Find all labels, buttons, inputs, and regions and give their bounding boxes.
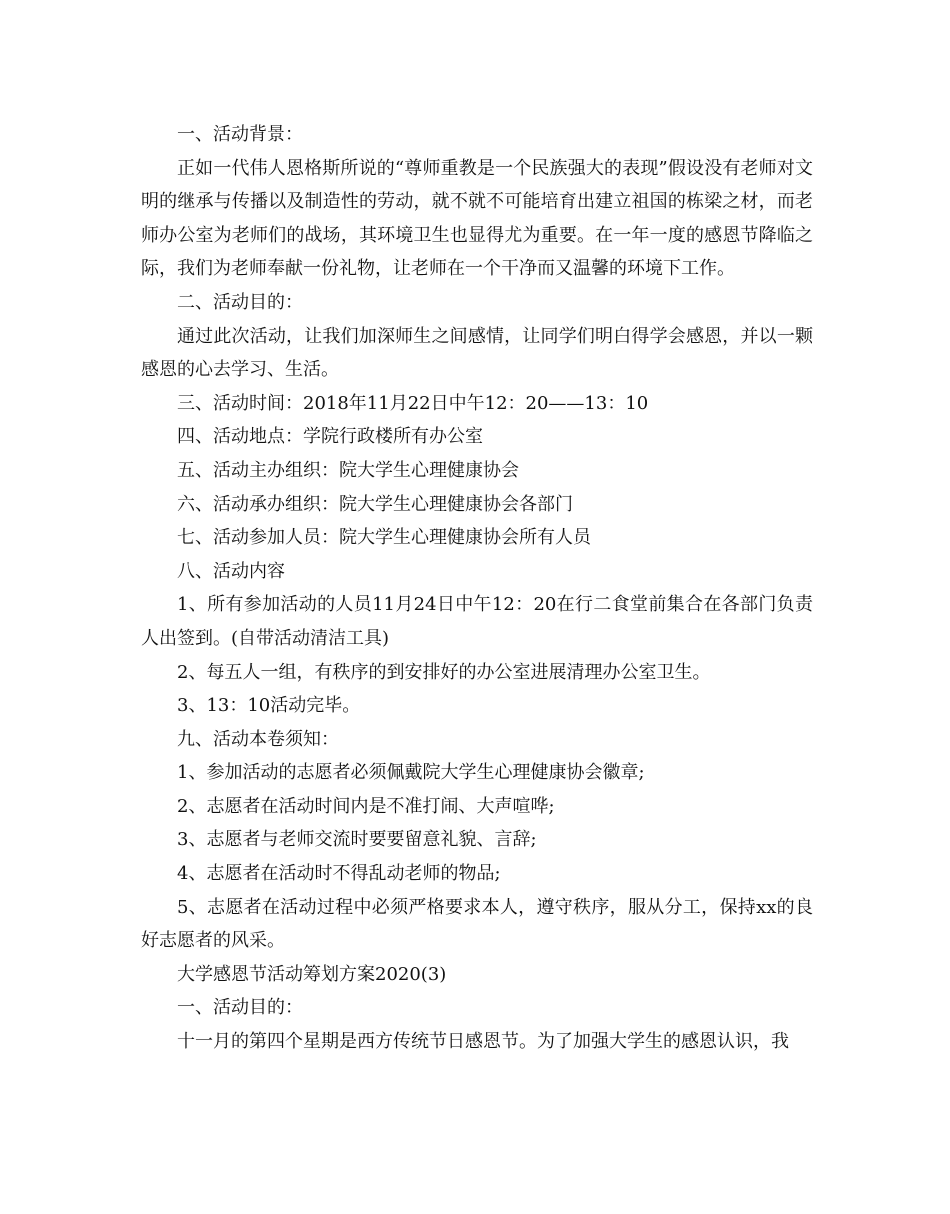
paragraph-background: 正如一代伟人恩格斯所说的“尊师重教是一个民族强大的表现”假设没有老师对文明的继承与传播以及制造性的劳动，就不就不可能培育出建立祖国的栋梁之材，而老师办公室为老师们的战场，其环境卫生也显得尤为重要。在一年一度的感恩节降临之际，我们为老师奉献一份礼物，让老师在一个干净而又温馨的环境下工作。 (141, 157, 813, 280)
paragraph-purpose-2: 十一月的第四个星期是西方传统节日感恩节。为了加强大学生的感恩认识，我 (177, 1031, 789, 1053)
section-heading-notes: 九、活动本卷须知： (177, 728, 339, 750)
plan-title: 大学感恩节活动筹划方案2020(3) (177, 963, 447, 985)
notes-item-3: 3、志愿者与老师交流时要要留意礼貌、言辞; (177, 829, 537, 851)
item-organizer: 五、活动主办组织：院大学生心理健康协会 (177, 459, 519, 481)
section-heading-purpose: 二、活动目的： (177, 291, 303, 313)
item-participants: 七、活动参加人员：院大学生心理健康协会所有人员 (177, 527, 591, 549)
notes-item-4: 4、志愿者在活动时不得乱动老师的物品; (177, 863, 501, 885)
item-activity-location: 四、活动地点：学院行政楼所有办公室 (177, 426, 483, 448)
content-item-1: 1、所有参加活动的人员11月24日中午12：20在行二食堂前集合在各部门负责人出签到。(自带活动清洁工具) (141, 594, 813, 649)
notes-item-2: 2、志愿者在活动时间内是不准打闹、大声喧哗; (177, 795, 555, 817)
notes-item-1: 1、参加活动的志愿者必须佩戴院大学生心理健康协会徽章; (177, 762, 645, 784)
item-co-organizer: 六、活动承办组织：院大学生心理健康协会各部门 (177, 493, 573, 515)
section-heading-purpose-2: 一、活动目的： (177, 997, 303, 1019)
content-item-2: 2、每五人一组，有秩序的到安排好的办公室进展清理办公室卫生。 (177, 661, 711, 683)
notes-item-5: 5、志愿者在活动过程中必须严格要求本人，遵守秩序，服从分工，保持xx的良好志愿者的风采。 (141, 896, 813, 952)
content-item-3: 3、13：10活动完毕。 (177, 695, 361, 717)
item-activity-time: 三、活动时间：2018年11月22日中午12：20——13：10 (177, 392, 649, 414)
section-heading-content: 八、活动内容 (177, 560, 285, 582)
document-body (141, 118, 813, 1059)
paragraph-purpose: 通过此次活动，让我们加深师生之间感情，让同学们明白得学会感恩，并以一颗感恩的心去学习、生活。 (141, 325, 813, 381)
section-heading-background: 一、活动背景： (177, 124, 303, 145)
